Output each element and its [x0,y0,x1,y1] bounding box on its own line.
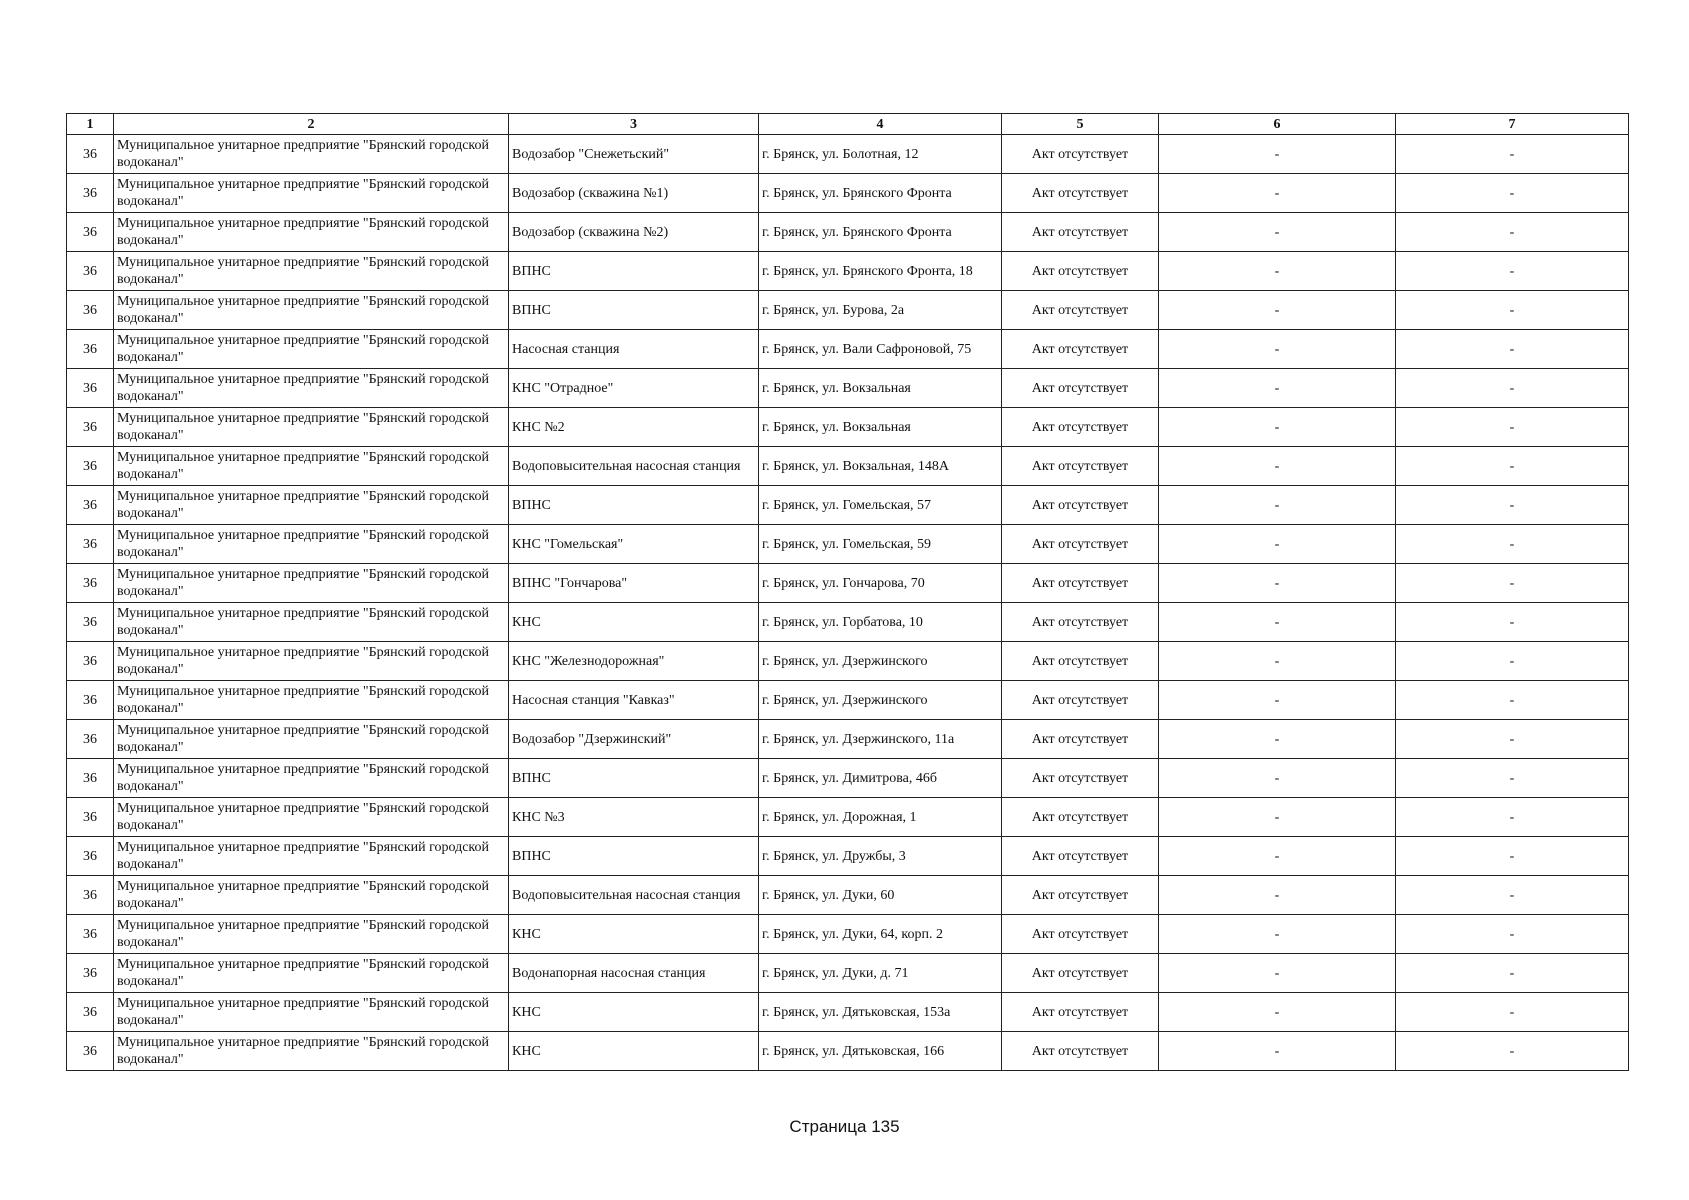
cell-organization: Муниципальное унитарное предприятие "Брянский городской водоканал" [114,252,509,291]
table-row [67,837,1629,876]
cell-col6: - [1159,135,1396,174]
cell-organization: Муниципальное унитарное предприятие "Брянский городской водоканал" [114,759,509,798]
cell-col6: - [1159,642,1396,681]
header-row [67,114,1629,135]
cell-object: КНС [509,993,759,1032]
cell-address: г. Брянск, ул. Брянского Фронта [759,213,1002,252]
cell-address: г. Брянск, ул. Дзержинского [759,681,1002,720]
table-row [67,1032,1629,1071]
cell-col7: - [1396,486,1629,525]
cell-object: КНС №3 [509,798,759,837]
cell-organization: Муниципальное унитарное предприятие "Брянский городской водоканал" [114,447,509,486]
cell-act: Акт отсутствует [1002,135,1159,174]
cell-act: Акт отсутствует [1002,993,1159,1032]
registry-table [66,113,1629,1071]
cell-col6: - [1159,915,1396,954]
cell-address: г. Брянск, ул. Дзержинского, 11а [759,720,1002,759]
cell-col6: - [1159,876,1396,915]
cell-object: Водозабор (скважина №2) [509,213,759,252]
cell-col6: - [1159,408,1396,447]
table-row [67,642,1629,681]
cell-address: г. Брянск, ул. Брянского Фронта [759,174,1002,213]
cell-organization: Муниципальное унитарное предприятие "Брянский городской водоканал" [114,681,509,720]
cell-col7: - [1396,525,1629,564]
table-row [67,564,1629,603]
cell-object: Водозабор (скважина №1) [509,174,759,213]
table-row [67,252,1629,291]
cell-organization: Муниципальное унитарное предприятие "Брянский городской водоканал" [114,369,509,408]
cell-object: КНС "Отрадное" [509,369,759,408]
cell-col6: - [1159,330,1396,369]
cell-organization: Муниципальное унитарное предприятие "Брянский городской водоканал" [114,837,509,876]
cell-col6: - [1159,252,1396,291]
cell-number: 36 [67,369,114,408]
table-row [67,603,1629,642]
cell-number: 36 [67,1032,114,1071]
column-header-7: 7 [1396,114,1629,135]
cell-col6: - [1159,291,1396,330]
cell-address: г. Брянск, ул. Вокзальная [759,408,1002,447]
table-body [67,135,1629,1071]
cell-act: Акт отсутствует [1002,915,1159,954]
cell-act: Акт отсутствует [1002,876,1159,915]
cell-object: ВПНС [509,486,759,525]
cell-address: г. Брянск, ул. Бурова, 2а [759,291,1002,330]
cell-col7: - [1396,837,1629,876]
cell-col6: - [1159,564,1396,603]
cell-address: г. Брянск, ул. Гончарова, 70 [759,564,1002,603]
cell-act: Акт отсутствует [1002,525,1159,564]
cell-address: г. Брянск, ул. Дятьковская, 153а [759,993,1002,1032]
cell-number: 36 [67,564,114,603]
cell-number: 36 [67,486,114,525]
cell-col7: - [1396,174,1629,213]
cell-number: 36 [67,174,114,213]
cell-col6: - [1159,837,1396,876]
cell-organization: Муниципальное унитарное предприятие "Брянский городской водоканал" [114,993,509,1032]
cell-act: Акт отсутствует [1002,837,1159,876]
table-row [67,135,1629,174]
cell-organization: Муниципальное унитарное предприятие "Брянский городской водоканал" [114,330,509,369]
cell-col7: - [1396,135,1629,174]
cell-object: КНС [509,915,759,954]
cell-col6: - [1159,993,1396,1032]
table-row [67,720,1629,759]
table-row [67,759,1629,798]
cell-organization: Муниципальное унитарное предприятие "Брянский городской водоканал" [114,135,509,174]
cell-organization: Муниципальное унитарное предприятие "Брянский городской водоканал" [114,720,509,759]
cell-object: Насосная станция "Кавказ" [509,681,759,720]
cell-address: г. Брянск, ул. Дуки, 64, корп. 2 [759,915,1002,954]
cell-address: г. Брянск, ул. Дзержинского [759,642,1002,681]
cell-number: 36 [67,330,114,369]
cell-number: 36 [67,915,114,954]
table-row [67,876,1629,915]
cell-col7: - [1396,1032,1629,1071]
cell-number: 36 [67,837,114,876]
column-header-2: 2 [114,114,509,135]
cell-number: 36 [67,252,114,291]
cell-organization: Муниципальное унитарное предприятие "Брянский городской водоканал" [114,1032,509,1071]
cell-object: ВПНС "Гончарова" [509,564,759,603]
cell-act: Акт отсутствует [1002,252,1159,291]
cell-address: г. Брянск, ул. Вокзальная, 148А [759,447,1002,486]
cell-col6: - [1159,759,1396,798]
cell-act: Акт отсутствует [1002,720,1159,759]
cell-act: Акт отсутствует [1002,291,1159,330]
cell-address: г. Брянск, ул. Димитрова, 46б [759,759,1002,798]
registry-sheet [66,113,1628,1071]
cell-organization: Муниципальное унитарное предприятие "Брянский городской водоканал" [114,603,509,642]
cell-number: 36 [67,954,114,993]
cell-col6: - [1159,525,1396,564]
cell-address: г. Брянск, ул. Гомельская, 57 [759,486,1002,525]
table-row [67,915,1629,954]
cell-address: г. Брянск, ул. Брянского Фронта, 18 [759,252,1002,291]
cell-address: г. Брянск, ул. Дуки, д. 71 [759,954,1002,993]
cell-address: г. Брянск, ул. Болотная, 12 [759,135,1002,174]
cell-object: Водонапорная насосная станция [509,954,759,993]
cell-col6: - [1159,447,1396,486]
cell-organization: Муниципальное унитарное предприятие "Брянский городской водоканал" [114,915,509,954]
cell-address: г. Брянск, ул. Дуки, 60 [759,876,1002,915]
cell-col7: - [1396,564,1629,603]
cell-address: г. Брянск, ул. Вокзальная [759,369,1002,408]
cell-col7: - [1396,954,1629,993]
table-row [67,291,1629,330]
cell-act: Акт отсутствует [1002,681,1159,720]
cell-act: Акт отсутствует [1002,759,1159,798]
cell-col7: - [1396,369,1629,408]
column-header-3: 3 [509,114,759,135]
cell-act: Акт отсутствует [1002,603,1159,642]
cell-organization: Муниципальное унитарное предприятие "Брянский городской водоканал" [114,486,509,525]
cell-number: 36 [67,759,114,798]
column-header-5: 5 [1002,114,1159,135]
cell-act: Акт отсутствует [1002,369,1159,408]
cell-object: КНС "Гомельская" [509,525,759,564]
cell-col7: - [1396,252,1629,291]
cell-object: КНС [509,1032,759,1071]
cell-object: Водозабор "Снежетьский" [509,135,759,174]
page-number: Страница 135 [789,1117,900,1136]
table-row [67,525,1629,564]
cell-col6: - [1159,486,1396,525]
cell-col6: - [1159,954,1396,993]
cell-col7: - [1396,213,1629,252]
cell-number: 36 [67,213,114,252]
cell-address: г. Брянск, ул. Вали Сафроновой, 75 [759,330,1002,369]
table-row [67,486,1629,525]
cell-object: Водозабор "Дзержинский" [509,720,759,759]
cell-organization: Муниципальное унитарное предприятие "Брянский городской водоканал" [114,408,509,447]
column-header-6: 6 [1159,114,1396,135]
cell-organization: Муниципальное унитарное предприятие "Брянский городской водоканал" [114,291,509,330]
cell-number: 36 [67,642,114,681]
column-header-1: 1 [67,114,114,135]
cell-organization: Муниципальное унитарное предприятие "Брянский городской водоканал" [114,876,509,915]
cell-act: Акт отсутствует [1002,954,1159,993]
cell-object: Водоповысительная насосная станция [509,876,759,915]
cell-number: 36 [67,993,114,1032]
cell-address: г. Брянск, ул. Гомельская, 59 [759,525,1002,564]
cell-col7: - [1396,720,1629,759]
table-row [67,369,1629,408]
cell-organization: Муниципальное унитарное предприятие "Брянский городской водоканал" [114,564,509,603]
cell-col6: - [1159,213,1396,252]
table-row [67,681,1629,720]
cell-number: 36 [67,408,114,447]
table-row [67,174,1629,213]
cell-object: Водоповысительная насосная станция [509,447,759,486]
cell-col7: - [1396,330,1629,369]
column-header-4: 4 [759,114,1002,135]
table-row [67,408,1629,447]
cell-object: КНС [509,603,759,642]
cell-number: 36 [67,681,114,720]
cell-col6: - [1159,798,1396,837]
cell-number: 36 [67,447,114,486]
cell-object: ВПНС [509,291,759,330]
cell-object: ВПНС [509,837,759,876]
cell-act: Акт отсутствует [1002,408,1159,447]
cell-col7: - [1396,915,1629,954]
table-row [67,954,1629,993]
cell-address: г. Брянск, ул. Дружбы, 3 [759,837,1002,876]
cell-act: Акт отсутствует [1002,213,1159,252]
cell-col7: - [1396,759,1629,798]
cell-act: Акт отсутствует [1002,486,1159,525]
cell-number: 36 [67,525,114,564]
cell-col7: - [1396,681,1629,720]
cell-col6: - [1159,720,1396,759]
cell-number: 36 [67,291,114,330]
cell-organization: Муниципальное унитарное предприятие "Брянский городской водоканал" [114,213,509,252]
cell-object: КНС №2 [509,408,759,447]
cell-object: ВПНС [509,759,759,798]
cell-number: 36 [67,603,114,642]
cell-col6: - [1159,1032,1396,1071]
cell-organization: Муниципальное унитарное предприятие "Брянский городской водоканал" [114,798,509,837]
cell-act: Акт отсутствует [1002,330,1159,369]
cell-number: 36 [67,720,114,759]
cell-col6: - [1159,603,1396,642]
cell-col7: - [1396,876,1629,915]
cell-col7: - [1396,408,1629,447]
cell-col6: - [1159,174,1396,213]
cell-address: г. Брянск, ул. Горбатова, 10 [759,603,1002,642]
table-row [67,798,1629,837]
table-row [67,993,1629,1032]
cell-object: Насосная станция [509,330,759,369]
cell-act: Акт отсутствует [1002,447,1159,486]
cell-col7: - [1396,291,1629,330]
table-row [67,330,1629,369]
cell-number: 36 [67,135,114,174]
table-row [67,213,1629,252]
cell-object: ВПНС [509,252,759,291]
cell-col7: - [1396,603,1629,642]
cell-number: 36 [67,876,114,915]
cell-col7: - [1396,642,1629,681]
cell-col7: - [1396,447,1629,486]
cell-organization: Муниципальное унитарное предприятие "Брянский городской водоканал" [114,954,509,993]
cell-col7: - [1396,993,1629,1032]
cell-address: г. Брянск, ул. Дорожная, 1 [759,798,1002,837]
cell-organization: Муниципальное унитарное предприятие "Брянский городской водоканал" [114,174,509,213]
cell-organization: Муниципальное унитарное предприятие "Брянский городской водоканал" [114,525,509,564]
cell-number: 36 [67,798,114,837]
cell-address: г. Брянск, ул. Дятьковская, 166 [759,1032,1002,1071]
cell-act: Акт отсутствует [1002,174,1159,213]
table-header [67,114,1629,135]
cell-act: Акт отсутствует [1002,1032,1159,1071]
cell-col6: - [1159,681,1396,720]
cell-col6: - [1159,369,1396,408]
cell-col7: - [1396,798,1629,837]
cell-act: Акт отсутствует [1002,564,1159,603]
cell-act: Акт отсутствует [1002,642,1159,681]
table-row [67,447,1629,486]
cell-object: КНС "Железнодорожная" [509,642,759,681]
cell-organization: Муниципальное унитарное предприятие "Брянский городской водоканал" [114,642,509,681]
cell-act: Акт отсутствует [1002,798,1159,837]
